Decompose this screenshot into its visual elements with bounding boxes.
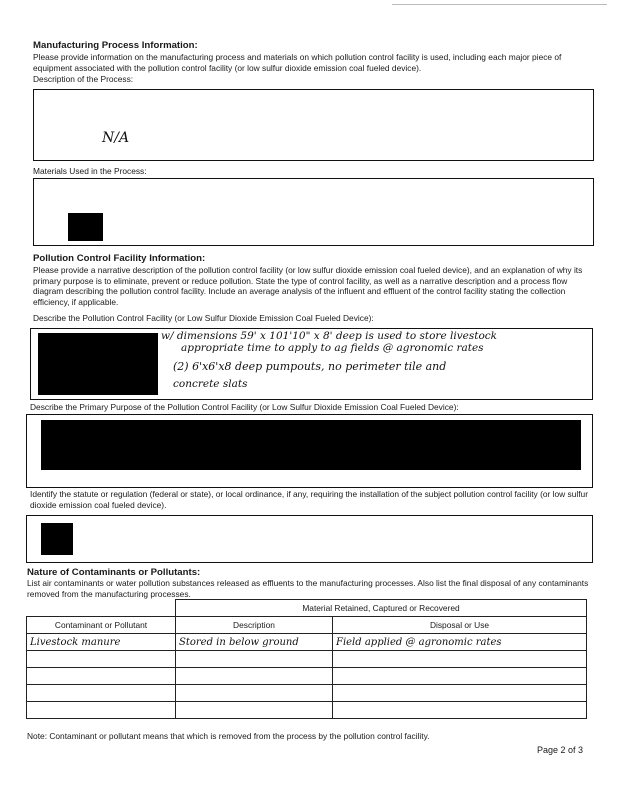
redaction-block xyxy=(41,420,581,470)
table-cell[interactable] xyxy=(27,702,176,719)
table-cell[interactable] xyxy=(333,685,587,702)
contaminants-table xyxy=(26,599,587,719)
facility-description-line: (2) 6'x6'x8 deep pumpouts, no perimeter tile and xyxy=(173,360,447,373)
column-header: Disposal or Use xyxy=(333,617,587,634)
top-rule xyxy=(392,4,607,5)
redaction-block xyxy=(38,333,158,395)
table-cell[interactable] xyxy=(27,685,176,702)
primary-purpose-box[interactable] xyxy=(26,414,593,488)
table-cell[interactable] xyxy=(333,702,587,719)
contaminants-intro: List air contaminants or water pollution substances released as effluents to the manufacturing processes. Also list the final disposal of any contaminants removed from the manufacturing processes. xyxy=(27,578,589,599)
process-description-box[interactable] xyxy=(33,89,594,161)
contaminants-title: Nature of Contaminants or Pollutants: xyxy=(27,567,201,578)
page-number: Page 2 of 3 xyxy=(537,745,584,755)
table-row xyxy=(27,685,587,702)
table-cell[interactable] xyxy=(27,651,176,668)
manufacturing-title: Manufacturing Process Information: xyxy=(33,40,198,51)
materials-box[interactable] xyxy=(33,178,594,246)
facility-description-line: w/ dimensions 59' x 101'10" x 8' deep is used to store livestock xyxy=(161,330,498,342)
materials-label: Materials Used in the Process: xyxy=(33,166,147,176)
group-header: Material Retained, Captured or Recovered xyxy=(176,600,587,617)
table-cell[interactable] xyxy=(333,651,587,668)
table-row xyxy=(27,634,587,651)
process-label: Description of the Process: xyxy=(33,74,134,84)
facility-description-line: concrete slats xyxy=(173,378,248,390)
table-header-row xyxy=(27,617,587,634)
manufacturing-intro: Please provide information on the manufacturing process and materials on which pollution control facility is used, including each major piece of equipment associated with the pollution control facility (or low sulfur dioxide emission coal fueled device). xyxy=(33,52,562,73)
table-group-header-row xyxy=(27,600,587,617)
primary-purpose-label: Describe the Primary Purpose of the Pollution Control Facility (or Low Sulfur Dioxide Emission Coal Fueled Device): xyxy=(30,402,459,412)
column-header: Contaminant or Pollutant xyxy=(27,617,176,634)
table-row xyxy=(27,702,587,719)
redaction-block xyxy=(41,523,73,555)
table-cell[interactable] xyxy=(27,668,176,685)
facility-description-box[interactable] xyxy=(30,328,593,400)
table-row xyxy=(27,651,587,668)
pollution-control-title: Pollution Control Facility Information: xyxy=(33,253,206,264)
facility-description-line: appropriate time to apply to ag fields @ agronomic rates xyxy=(181,342,484,354)
table-cell[interactable] xyxy=(333,668,587,685)
table-empty-cell xyxy=(27,600,176,617)
pollution-control-intro: Please provide a narrative description of the pollution control facility (or low sulfur dioxide emission coal fueled device), and an explanation of why its primary purpose is to eliminate, prevent or reduce pollution. State the type of control facility, as well as a narrative description and a process flow diagram describing the pollution control facility. Include an average analysis of the influent and effluent of the control facility stating the collection efficiency, if applicable. xyxy=(33,265,583,307)
table-cell[interactable]: Field applied @ agronomic rates xyxy=(333,634,587,651)
statute-box[interactable] xyxy=(26,515,593,563)
table-cell[interactable]: Stored in below ground xyxy=(176,634,333,651)
describe-facility-label: Describe the Pollution Control Facility (or Low Sulfur Dioxide Emission Coal Fueled Device): xyxy=(33,313,374,323)
table-cell[interactable] xyxy=(176,702,333,719)
table-cell[interactable] xyxy=(176,685,333,702)
table-cell[interactable] xyxy=(176,651,333,668)
table-cell[interactable] xyxy=(176,668,333,685)
table-cell[interactable]: Livestock manure xyxy=(27,634,176,651)
redaction-block xyxy=(68,213,103,241)
process-value: N/A xyxy=(102,130,130,146)
table-row xyxy=(27,668,587,685)
statute-label: Identify the statute or regulation (federal or state), or local ordinance, if any, requiring the installation of the subject pollution control facility (or low sulfur dioxide emission coal fueled device). xyxy=(30,489,589,510)
column-header: Description xyxy=(176,617,333,634)
note-text: Note: Contaminant or pollutant means that which is removed from the process by the pollution control facility. xyxy=(27,731,430,741)
